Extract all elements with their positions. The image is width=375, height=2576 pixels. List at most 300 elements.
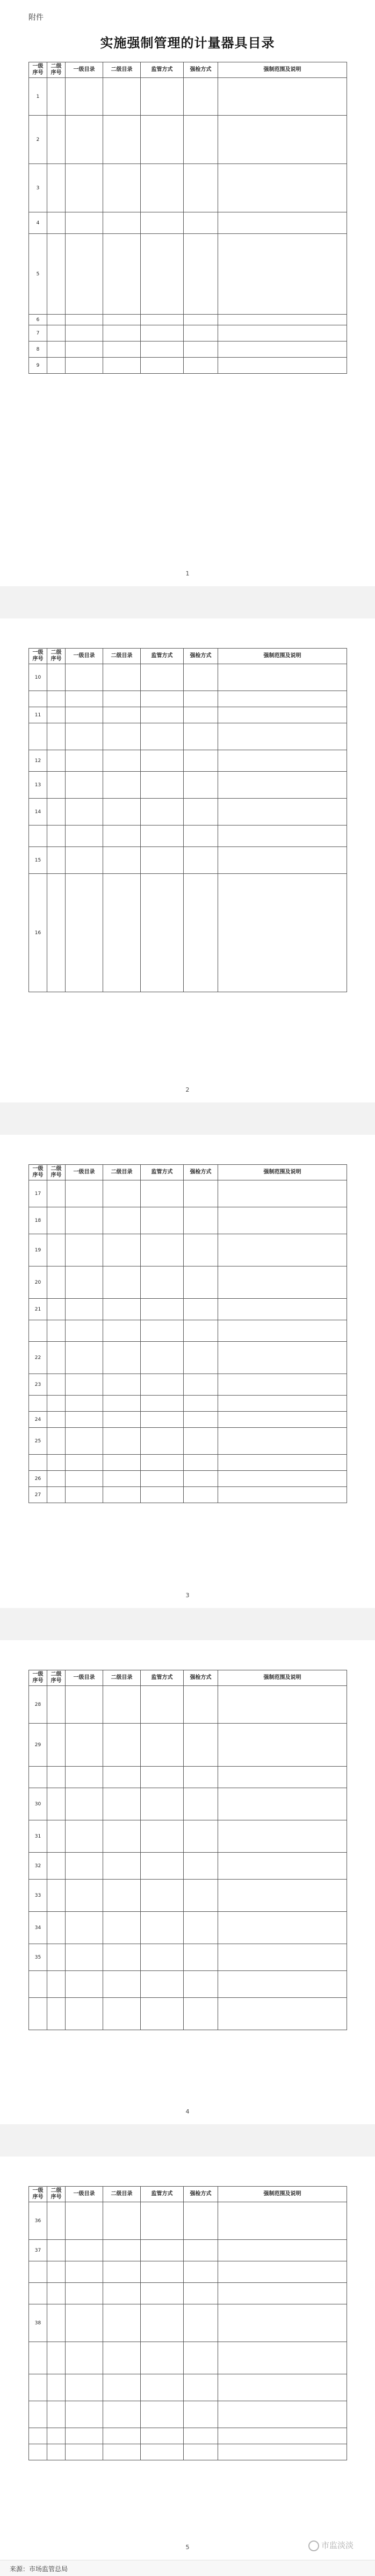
table-cell: 33 [29, 1880, 47, 1912]
table-cell [103, 1767, 141, 1788]
table-cell: 9 [29, 358, 47, 374]
table-row [29, 2240, 347, 2261]
column-header: 监管方式 [141, 649, 184, 664]
table-cell [66, 1412, 103, 1428]
column-header: 监管方式 [141, 1165, 184, 1180]
table-row [29, 1912, 347, 1944]
table-cell: 3 [29, 164, 47, 212]
table-cell [66, 1234, 103, 1266]
table-cell: 35 [29, 1944, 47, 1971]
table-cell [29, 2401, 47, 2428]
table-cell [103, 164, 141, 212]
table-cell [184, 1820, 218, 1853]
table-cell [66, 325, 103, 341]
table-cell [103, 847, 141, 874]
table-cell [103, 1471, 141, 1487]
table-cell [141, 1234, 184, 1266]
table-cell: 16 [29, 874, 47, 992]
table-cell [66, 1820, 103, 1853]
table-row [29, 325, 347, 341]
table-cell [29, 1320, 47, 1342]
table-cell [66, 1266, 103, 1299]
column-header: 二级目录 [103, 1165, 141, 1180]
table-cell [184, 1320, 218, 1342]
table-cell [103, 2401, 141, 2428]
table-cell [47, 2444, 66, 2460]
table-row [29, 212, 347, 234]
table-cell [103, 78, 141, 116]
table-row [29, 1998, 347, 2030]
column-header: 一级目录 [66, 62, 103, 78]
table-cell [218, 1724, 347, 1767]
table-cell [29, 2374, 47, 2401]
table-cell: 34 [29, 1912, 47, 1944]
table-cell: 13 [29, 772, 47, 799]
table-cell [184, 2240, 218, 2261]
table-cell [218, 691, 347, 707]
table-cell [47, 1788, 66, 1820]
table-cell [103, 1487, 141, 1503]
table-cell [47, 1686, 66, 1724]
table-cell [218, 2283, 347, 2304]
page-number: 4 [185, 2108, 190, 2115]
table-cell [184, 1412, 218, 1428]
table-row [29, 750, 347, 772]
table-cell [218, 1820, 347, 1853]
table-cell [66, 664, 103, 691]
table-cell [218, 2240, 347, 2261]
table-row [29, 1396, 347, 1412]
table-header-row [29, 649, 347, 664]
table-cell [66, 2444, 103, 2460]
table-cell: 21 [29, 1299, 47, 1320]
table-cell [103, 341, 141, 358]
column-header: 监管方式 [141, 62, 184, 78]
table-cell [141, 2261, 184, 2283]
table-cell [141, 1880, 184, 1912]
table-row [29, 826, 347, 847]
table-cell: 29 [29, 1724, 47, 1767]
table-cell [184, 1299, 218, 1320]
table-cell [184, 315, 218, 325]
table-row [29, 1471, 347, 1487]
table-cell [141, 2304, 184, 2342]
table-cell [141, 1944, 184, 1971]
table-cell [218, 315, 347, 325]
table-cell [141, 1180, 184, 1207]
table-cell: 26 [29, 1471, 47, 1487]
table-cell [47, 78, 66, 116]
table-cell [184, 325, 218, 341]
table-cell [141, 1971, 184, 1998]
table-cell [47, 1487, 66, 1503]
column-header: 强制范围及说明 [218, 2187, 347, 2202]
column-header: 强制范围及说明 [218, 1670, 347, 1686]
table-cell [141, 772, 184, 799]
table-cell [66, 1998, 103, 2030]
table-cell [141, 799, 184, 826]
table-cell [66, 799, 103, 826]
table-cell [47, 2304, 66, 2342]
table-cell [47, 1299, 66, 1320]
table-row [29, 691, 347, 707]
table-cell [47, 1412, 66, 1428]
column-header: 一级序号 [29, 649, 47, 664]
table-cell [103, 772, 141, 799]
page-separator [0, 1102, 375, 1135]
table-cell [47, 1320, 66, 1342]
table-cell [103, 1374, 141, 1396]
table-cell [66, 691, 103, 707]
table-row [29, 1686, 347, 1724]
table-cell [47, 1396, 66, 1412]
table-cell [103, 2374, 141, 2401]
table-cell [184, 1724, 218, 1767]
table-cell [184, 1471, 218, 1487]
table-cell [47, 212, 66, 234]
table-cell [141, 1487, 184, 1503]
table-row [29, 723, 347, 750]
column-header: 二级序号 [47, 62, 66, 78]
table-cell: 11 [29, 707, 47, 723]
table-cell [184, 1234, 218, 1266]
table-cell [218, 78, 347, 116]
table-row [29, 1266, 347, 1299]
table-cell [29, 1455, 47, 1471]
table-cell [66, 1724, 103, 1767]
table-cell [141, 1853, 184, 1880]
table-row [29, 2428, 347, 2444]
table-cell [29, 1971, 47, 1998]
column-header: 强制范围及说明 [218, 62, 347, 78]
table-cell: 19 [29, 1234, 47, 1266]
catalog-table-page-1 [28, 62, 347, 374]
table-row [29, 1820, 347, 1853]
column-header: 一级序号 [29, 62, 47, 78]
column-header: 一级序号 [29, 2187, 47, 2202]
table-cell [66, 2261, 103, 2283]
table-cell [141, 1788, 184, 1820]
table-cell [141, 847, 184, 874]
table-cell [184, 1944, 218, 1971]
table-cell [29, 2428, 47, 2444]
table-cell [66, 874, 103, 992]
table-cell [184, 1880, 218, 1912]
table-cell: 8 [29, 341, 47, 358]
table-cell [66, 341, 103, 358]
table-cell [184, 2261, 218, 2283]
table-cell [103, 2304, 141, 2342]
table-row [29, 772, 347, 799]
table-cell [184, 2374, 218, 2401]
table-cell [218, 164, 347, 212]
table-cell [218, 358, 347, 374]
table-cell [103, 116, 141, 164]
table-cell [141, 826, 184, 847]
table-cell [103, 1180, 141, 1207]
table-cell: 14 [29, 799, 47, 826]
table-cell [66, 358, 103, 374]
table-cell: 20 [29, 1266, 47, 1299]
table-cell [218, 723, 347, 750]
table-row [29, 1234, 347, 1266]
column-header: 一级目录 [66, 1670, 103, 1686]
table-cell [47, 723, 66, 750]
table-cell [184, 750, 218, 772]
table-cell [141, 723, 184, 750]
table-cell [141, 874, 184, 992]
table-cell [184, 1374, 218, 1396]
table-cell [141, 2374, 184, 2401]
table-cell [184, 212, 218, 234]
table-cell [47, 2261, 66, 2283]
table-cell [47, 2283, 66, 2304]
table-cell: 22 [29, 1342, 47, 1374]
table-cell [218, 799, 347, 826]
table-cell [47, 1207, 66, 1234]
table-cell [103, 1266, 141, 1299]
table-cell [47, 1971, 66, 1998]
table-cell [184, 2401, 218, 2428]
table-cell: 23 [29, 1374, 47, 1396]
table-cell [47, 2428, 66, 2444]
table-cell [29, 1396, 47, 1412]
table-cell [141, 234, 184, 315]
table-cell [66, 1207, 103, 1234]
table-cell [103, 750, 141, 772]
table-cell [103, 1971, 141, 1998]
table-cell [218, 1374, 347, 1396]
table-cell [218, 1412, 347, 1428]
table-cell [141, 1428, 184, 1455]
table-row [29, 1944, 347, 1971]
table-cell [103, 1724, 141, 1767]
table-cell [218, 2304, 347, 2342]
table-row [29, 1299, 347, 1320]
table-cell [47, 1374, 66, 1396]
document-page-1 [0, 0, 375, 586]
table-cell [218, 1944, 347, 1971]
table-cell [47, 1180, 66, 1207]
table-cell: 28 [29, 1686, 47, 1724]
table-cell [218, 1207, 347, 1234]
table-cell [103, 723, 141, 750]
table-cell [103, 874, 141, 992]
table-cell [141, 750, 184, 772]
table-cell: 1 [29, 78, 47, 116]
column-header: 二级序号 [47, 1165, 66, 1180]
column-header: 强检方式 [184, 62, 218, 78]
table-cell [66, 826, 103, 847]
table-cell [141, 1471, 184, 1487]
table-cell: 31 [29, 1820, 47, 1853]
document-page-2 [0, 618, 375, 1102]
table-cell [66, 1299, 103, 1320]
table-cell [141, 1207, 184, 1234]
table-cell [47, 116, 66, 164]
table-cell [66, 1455, 103, 1471]
table-cell: 4 [29, 212, 47, 234]
table-cell [184, 1455, 218, 1471]
table-cell [141, 1455, 184, 1471]
table-cell [184, 799, 218, 826]
table-cell [47, 1998, 66, 2030]
table-header-row [29, 2187, 347, 2202]
table-cell [103, 691, 141, 707]
table-cell [184, 1767, 218, 1788]
table-cell [47, 826, 66, 847]
table-row [29, 1853, 347, 1880]
table-header-row [29, 1670, 347, 1686]
table-cell [141, 1299, 184, 1320]
table-cell [218, 772, 347, 799]
column-header: 二级目录 [103, 649, 141, 664]
table-row [29, 664, 347, 691]
table-cell [184, 1428, 218, 1455]
table-cell [47, 341, 66, 358]
table-cell [218, 847, 347, 874]
table-row [29, 341, 347, 358]
table-cell [184, 691, 218, 707]
table-cell [218, 234, 347, 315]
column-header: 一级目录 [66, 649, 103, 664]
table-cell [218, 2401, 347, 2428]
table-cell [184, 1342, 218, 1374]
table-cell [66, 2401, 103, 2428]
page-separator [0, 1608, 375, 1640]
table-cell [218, 1788, 347, 1820]
table-cell [47, 1912, 66, 1944]
table-cell [29, 723, 47, 750]
table-cell [47, 1342, 66, 1374]
column-header: 监管方式 [141, 2187, 184, 2202]
document-title: 实施强制管理的计量器具目录 [100, 35, 275, 51]
table-cell [218, 874, 347, 992]
page-number: 3 [185, 1592, 190, 1599]
table-row [29, 1342, 347, 1374]
table-cell [141, 2202, 184, 2240]
table-cell [141, 2283, 184, 2304]
catalog-table-page-4 [28, 1670, 347, 2030]
table-cell [66, 2374, 103, 2401]
table-cell: 17 [29, 1180, 47, 1207]
table-cell [47, 1266, 66, 1299]
table-cell [218, 1487, 347, 1503]
table-row [29, 315, 347, 325]
table-row [29, 707, 347, 723]
table-cell [184, 2444, 218, 2460]
table-row [29, 1971, 347, 1998]
table-cell [29, 1767, 47, 1788]
table-cell [184, 826, 218, 847]
table-cell [103, 1788, 141, 1820]
table-cell [218, 1455, 347, 1471]
table-cell [141, 164, 184, 212]
table-cell [218, 1767, 347, 1788]
table-row [29, 2342, 347, 2374]
table-cell: 30 [29, 1788, 47, 1820]
table-cell [66, 772, 103, 799]
table-cell [184, 116, 218, 164]
table-cell [141, 707, 184, 723]
table-row [29, 78, 347, 116]
table-cell [103, 1912, 141, 1944]
table-cell [103, 1820, 141, 1853]
table-cell [184, 707, 218, 723]
table-cell [184, 723, 218, 750]
table-cell [184, 1998, 218, 2030]
table-cell [184, 1207, 218, 1234]
table-cell [141, 1820, 184, 1853]
table-cell [103, 1320, 141, 1342]
table-row [29, 164, 347, 212]
table-cell [218, 2444, 347, 2460]
table-cell [47, 1724, 66, 1767]
table-cell [184, 1266, 218, 1299]
table-cell [141, 1686, 184, 1724]
table-cell [103, 664, 141, 691]
table-cell [103, 2202, 141, 2240]
table-row [29, 1880, 347, 1912]
table-cell [66, 847, 103, 874]
table-row [29, 1412, 347, 1428]
table-cell [184, 874, 218, 992]
table-cell [141, 1266, 184, 1299]
table-cell [103, 358, 141, 374]
catalog-table-page-5 [28, 2186, 347, 2460]
table-cell [47, 1944, 66, 1971]
table-cell [218, 2374, 347, 2401]
page-separator [0, 2124, 375, 2157]
table-row [29, 358, 347, 374]
table-row [29, 1180, 347, 1207]
table-cell [141, 78, 184, 116]
table-cell: 25 [29, 1428, 47, 1455]
table-cell [103, 1396, 141, 1412]
table-cell [184, 1788, 218, 1820]
table-cell: 5 [29, 234, 47, 315]
table-cell [47, 325, 66, 341]
table-cell [184, 78, 218, 116]
table-cell [184, 2304, 218, 2342]
table-row [29, 1207, 347, 1234]
footer-bar [0, 2560, 375, 2576]
table-cell [184, 772, 218, 799]
table-cell [66, 2240, 103, 2261]
table-cell [184, 234, 218, 315]
table-row [29, 1724, 347, 1767]
table-cell [141, 664, 184, 691]
column-header: 强制范围及说明 [218, 649, 347, 664]
table-cell [184, 164, 218, 212]
table-cell [103, 1428, 141, 1455]
table-cell [47, 691, 66, 707]
table-cell [66, 723, 103, 750]
table-cell [184, 341, 218, 358]
table-cell [103, 826, 141, 847]
table-cell [103, 2240, 141, 2261]
table-cell [103, 1412, 141, 1428]
table-cell [184, 1971, 218, 1998]
table-header-row [29, 1165, 347, 1180]
table-cell [141, 1320, 184, 1342]
column-header: 一级目录 [66, 1165, 103, 1180]
table-cell [218, 1320, 347, 1342]
page-number: 1 [185, 570, 190, 577]
column-header: 一级序号 [29, 1165, 47, 1180]
table-cell [103, 1455, 141, 1471]
table-cell [218, 1912, 347, 1944]
